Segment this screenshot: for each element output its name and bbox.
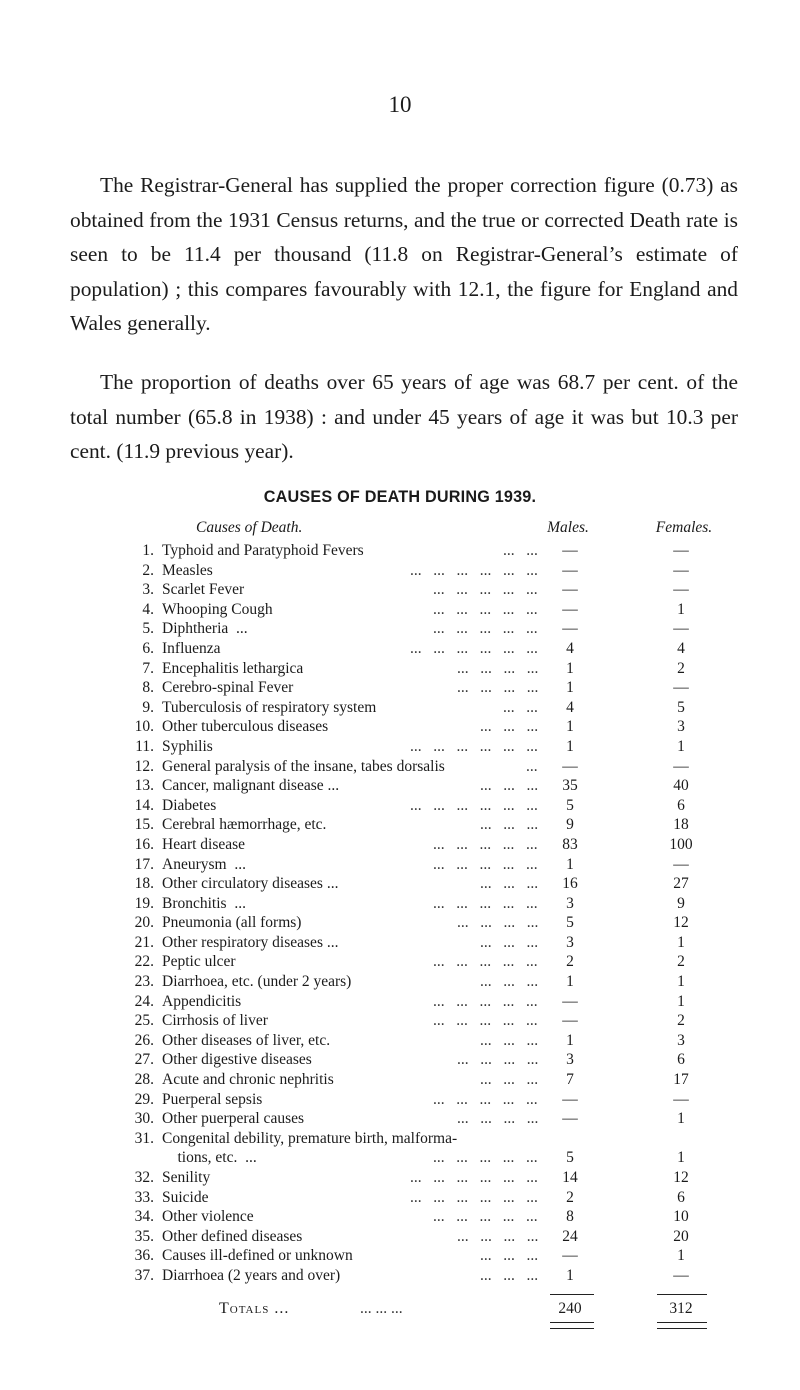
row-females: 4 xyxy=(677,639,685,657)
row-number: 28. xyxy=(134,1071,154,1089)
row-females: 12 xyxy=(673,1169,689,1186)
table-row xyxy=(0,1246,800,1266)
row-number: 14. xyxy=(134,796,154,814)
row-leader-dots: ... ... ... ... ... ... xyxy=(410,561,538,579)
table-row xyxy=(0,1266,800,1286)
row-leader-dots: ... xyxy=(526,757,538,775)
row-number: 17. xyxy=(134,855,154,873)
table-title: CAUSES OF DEATH DURING 1939. xyxy=(263,488,537,506)
row-cause: Other tuberculous diseases xyxy=(162,718,329,736)
row-leader-dots: ... ... ... ... ... xyxy=(433,835,538,853)
row-cause: Cirrhosis of liver xyxy=(162,1012,268,1030)
row-females: — xyxy=(673,855,689,873)
row-number: 10. xyxy=(134,718,154,736)
double-rule-females xyxy=(657,1322,707,1329)
row-cause: Heart disease xyxy=(162,835,246,853)
table-row xyxy=(0,757,800,777)
table-header xyxy=(0,519,800,541)
row-leader-dots: ... ... ... ... ... xyxy=(433,1090,538,1108)
row-cause: Measles xyxy=(162,561,213,579)
row-number: 24. xyxy=(134,992,154,1010)
totals-label: Totals ... xyxy=(219,1299,290,1317)
row-leader-dots: ... ... xyxy=(503,698,538,716)
row-leader-dots: ... ... ... ... ... xyxy=(433,992,538,1010)
row-cause: Typhoid and Paratyphoid Fevers xyxy=(162,542,364,559)
row-males: 1 xyxy=(566,659,574,677)
row-cause: Cerebral hæmorrhage, etc. xyxy=(162,816,327,834)
row-cause: Diarrhoea (2 years and over) xyxy=(162,1266,341,1284)
row-males: 5 xyxy=(566,1149,574,1167)
row-cause: tions, etc. ... xyxy=(162,1149,257,1167)
table-row xyxy=(0,561,800,581)
table-row xyxy=(0,1188,800,1208)
table-row xyxy=(0,855,800,875)
table-row xyxy=(0,972,800,992)
row-leader-dots: ... ... ... xyxy=(480,933,539,951)
row-males: 1 xyxy=(566,718,574,736)
row-females: 10 xyxy=(673,1208,689,1226)
table-row xyxy=(0,737,800,757)
row-females: 100 xyxy=(669,835,693,853)
row-males: 5 xyxy=(566,914,574,932)
row-cause: Senility xyxy=(162,1169,211,1186)
row-males: 16 xyxy=(562,875,578,893)
row-cause: Other puerperal causes xyxy=(162,1110,305,1128)
row-males: 24 xyxy=(562,1227,578,1245)
row-males: 7 xyxy=(566,1071,574,1089)
row-leader-dots: ... ... ... ... ... xyxy=(433,620,538,638)
row-males: 4 xyxy=(566,639,574,657)
row-number: 29. xyxy=(134,1090,154,1108)
row-females: 6 xyxy=(677,1051,685,1069)
row-leader-dots: ... ... ... ... ... xyxy=(433,894,538,912)
row-females: 1 xyxy=(677,992,685,1010)
row-leader-dots: ... ... ... ... ... ... xyxy=(410,737,538,755)
row-males: — xyxy=(562,581,578,599)
row-cause: Causes ill-defined or unknown xyxy=(162,1247,353,1265)
row-females: — xyxy=(673,581,689,599)
row-cause: Other diseases of liver, etc. xyxy=(162,1031,331,1049)
totals-rule-males xyxy=(550,1294,594,1295)
row-number: 23. xyxy=(134,973,154,991)
header-males: Males. xyxy=(547,519,589,536)
row-males: — xyxy=(562,992,578,1010)
row-cause: Syphilis xyxy=(162,737,213,755)
row-leader-dots: ... ... ... xyxy=(480,875,539,893)
paragraph-correction-figure: The Registrar-General has supplied the proper correction figure (0.73) as obtained from the 1931 Census returns, and the true or corrected Death rate is seen to be 11.4 per thousand (11.8 on Registrar-General’s estimate of population) ; this compares favourably with 12.1, the figure for England and Wales generally. xyxy=(70,173,738,335)
table-row xyxy=(0,1070,800,1090)
row-males: 2 xyxy=(566,953,574,971)
row-leader-dots: ... ... ... xyxy=(480,816,539,834)
row-cause: Other circulatory diseases ... xyxy=(162,875,339,893)
row-cause: Peptic ulcer xyxy=(162,953,236,971)
row-leader-dots: ... ... ... ... ... ... xyxy=(410,639,538,657)
row-leader-dots: ... ... ... xyxy=(480,1247,539,1265)
row-females: 27 xyxy=(673,875,689,893)
row-leader-dots: ... ... ... ... ... xyxy=(433,600,538,618)
row-number: 20. xyxy=(134,914,154,932)
row-females: 18 xyxy=(673,816,689,834)
header-females: Females. xyxy=(655,519,713,536)
row-leader-dots: ... ... ... ... ... xyxy=(433,953,538,971)
row-cause: Other digestive diseases xyxy=(162,1051,312,1069)
row-females: 20 xyxy=(673,1227,689,1245)
row-number: 27. xyxy=(134,1051,154,1069)
row-leader-dots: ... ... ... ... ... ... xyxy=(410,1169,538,1186)
paragraph-age-proportion: The proportion of deaths over 65 years of age was 68.7 per cent. of the total number (65.8 in 1938) : and under 45 years of age it was but 10.3 per cent. (11.9 previous year). xyxy=(70,370,738,463)
row-females: 1 xyxy=(677,973,685,991)
row-leader-dots: ... ... ... xyxy=(480,973,539,991)
row-number: 37. xyxy=(134,1266,154,1284)
row-leader-dots: ... ... ... ... xyxy=(457,1227,539,1245)
row-females: — xyxy=(673,757,689,775)
row-males: 1 xyxy=(566,1266,574,1284)
row-males: — xyxy=(562,600,578,618)
row-cause: General paralysis of the insane, tabes dorsalis xyxy=(162,757,445,775)
header-causes: Causes of Death. xyxy=(196,519,303,536)
table-row xyxy=(0,1011,800,1031)
row-number: 5. xyxy=(142,620,154,638)
row-males: 9 xyxy=(566,816,574,834)
table-row xyxy=(0,639,800,659)
row-cause: Diphtheria ... xyxy=(162,620,248,638)
row-number: 3. xyxy=(142,581,154,599)
row-leader-dots: ... ... ... ... xyxy=(457,1051,539,1069)
row-males: 8 xyxy=(566,1208,574,1226)
row-cause: Other violence xyxy=(162,1208,254,1226)
row-females: 1 xyxy=(677,1149,685,1167)
row-number: 25. xyxy=(134,1012,154,1030)
row-males: — xyxy=(562,1090,578,1108)
row-number: 16. xyxy=(134,835,154,853)
row-males: 3 xyxy=(566,933,574,951)
row-number: 22. xyxy=(134,953,154,971)
row-males: 1 xyxy=(566,737,574,755)
table-row xyxy=(0,1207,800,1227)
row-females: 1 xyxy=(677,1247,685,1265)
row-females: 2 xyxy=(677,1012,685,1030)
row-leader-dots: ... ... ... ... ... xyxy=(433,855,538,873)
row-females: 1 xyxy=(677,737,685,755)
table-row xyxy=(0,541,800,561)
row-males: 3 xyxy=(566,894,574,912)
row-number: 31. xyxy=(134,1129,154,1147)
row-females: 2 xyxy=(677,659,685,677)
row-males: — xyxy=(562,1247,578,1265)
table-row xyxy=(0,698,800,718)
table-row xyxy=(0,913,800,933)
table-body xyxy=(0,541,800,1286)
table-row xyxy=(0,600,800,620)
table-row xyxy=(0,835,800,855)
row-males: 1 xyxy=(566,855,574,873)
row-females: 9 xyxy=(677,894,685,912)
table-row xyxy=(0,717,800,737)
row-females: — xyxy=(673,1266,689,1284)
table-row xyxy=(0,1227,800,1247)
row-females: 17 xyxy=(673,1071,689,1089)
row-number: 26. xyxy=(134,1031,154,1049)
row-number: 18. xyxy=(134,875,154,893)
row-cause: Puerperal sepsis xyxy=(162,1090,263,1108)
row-cause: Congenital debility, premature birth, malforma- xyxy=(162,1129,458,1147)
totals-males: 240 xyxy=(558,1299,582,1317)
table-row xyxy=(0,1109,800,1129)
row-males: 1 xyxy=(566,973,574,991)
row-males: 5 xyxy=(566,796,574,814)
row-cause: Scarlet Fever xyxy=(162,581,245,599)
row-females: — xyxy=(673,679,689,697)
row-leader-dots: ... ... ... ... ... xyxy=(433,581,538,599)
row-number: 1. xyxy=(142,542,154,559)
row-number: 34. xyxy=(134,1208,154,1226)
page-number: 10 xyxy=(388,92,412,117)
row-number: 8. xyxy=(142,679,154,697)
row-cause: Influenza xyxy=(162,639,221,657)
row-females: 2 xyxy=(677,953,685,971)
row-leader-dots: ... ... ... ... ... xyxy=(433,1149,538,1167)
row-females: 1 xyxy=(677,600,685,618)
row-leader-dots: ... ... ... xyxy=(480,1071,539,1089)
table-row xyxy=(0,776,800,796)
row-males: — xyxy=(562,542,578,559)
row-males: — xyxy=(562,620,578,638)
row-number: 11. xyxy=(135,737,154,755)
row-females: — xyxy=(673,561,689,579)
row-leader-dots: ... ... ... xyxy=(480,777,539,795)
row-cause: Pneumonia (all forms) xyxy=(162,914,302,932)
table-row xyxy=(0,952,800,972)
row-cause: Appendicitis xyxy=(162,992,242,1010)
row-cause: Whooping Cough xyxy=(162,600,273,618)
row-number: 36. xyxy=(134,1247,154,1265)
table-row xyxy=(0,678,800,698)
row-number: 9. xyxy=(142,698,154,716)
totals-row xyxy=(0,1300,800,1330)
row-leader-dots: ... ... ... ... ... xyxy=(433,1208,538,1226)
row-cause: Cerebro-spinal Fever xyxy=(162,679,294,697)
totals-dots: ... ... ... xyxy=(360,1299,403,1317)
row-number: 6. xyxy=(142,639,154,657)
table-row xyxy=(0,815,800,835)
row-number: 15. xyxy=(134,816,154,834)
row-leader-dots: ... ... ... ... xyxy=(457,1110,539,1128)
table-row xyxy=(0,933,800,953)
row-males: — xyxy=(562,757,578,775)
row-cause: Suicide xyxy=(162,1188,209,1206)
row-leader-dots: ... ... ... ... ... ... xyxy=(410,796,538,814)
row-number: 21. xyxy=(134,933,154,951)
row-males: 2 xyxy=(566,1188,574,1206)
row-cause: Diarrhoea, etc. (under 2 years) xyxy=(162,973,352,991)
row-leader-dots: ... ... ... ... ... xyxy=(433,1012,538,1030)
row-females: 12 xyxy=(673,914,689,932)
table-row xyxy=(0,1148,800,1168)
row-females: 5 xyxy=(677,698,685,716)
row-females: 6 xyxy=(677,796,685,814)
totals-rule-females xyxy=(657,1294,707,1295)
row-females: 1 xyxy=(677,1110,685,1128)
row-cause: Cancer, malignant disease ... xyxy=(162,777,340,795)
table-row xyxy=(0,796,800,816)
row-males: 14 xyxy=(562,1169,578,1186)
row-number: 33. xyxy=(134,1188,154,1206)
row-cause: Bronchitis ... xyxy=(162,894,246,912)
row-leader-dots: ... ... ... xyxy=(480,718,539,736)
row-number: 30. xyxy=(134,1110,154,1128)
row-cause: Other defined diseases xyxy=(162,1227,303,1245)
causes-of-death-table xyxy=(0,519,800,1330)
row-cause: Aneurysm ... xyxy=(162,855,246,873)
row-cause: Acute and chronic nephritis xyxy=(162,1071,334,1089)
row-cause: Diabetes xyxy=(162,796,217,814)
table-row xyxy=(0,1050,800,1070)
table-row xyxy=(0,659,800,679)
row-males: 1 xyxy=(566,679,574,697)
row-females: 1 xyxy=(677,933,685,951)
row-cause: Other respiratory diseases ... xyxy=(162,933,339,951)
row-number: 7. xyxy=(142,659,154,677)
row-males: 35 xyxy=(562,777,578,795)
row-males: 4 xyxy=(566,698,574,716)
row-males: — xyxy=(562,1110,578,1128)
row-females: — xyxy=(673,542,689,559)
table-row xyxy=(0,874,800,894)
table-row xyxy=(0,1129,800,1149)
row-leader-dots: ... ... ... ... xyxy=(457,679,539,697)
row-females: 6 xyxy=(677,1188,685,1206)
table-row xyxy=(0,619,800,639)
row-females: 3 xyxy=(677,718,685,736)
row-females: — xyxy=(673,1090,689,1108)
row-females: 40 xyxy=(673,777,689,795)
table-row xyxy=(0,992,800,1012)
row-number: 2. xyxy=(142,561,154,579)
row-leader-dots: ... ... ... xyxy=(480,1031,539,1049)
row-leader-dots: ... ... ... ... ... ... xyxy=(410,1188,538,1206)
row-cause: Encephalitis lethargica xyxy=(162,659,304,677)
double-rule-males xyxy=(550,1322,594,1329)
table-row xyxy=(0,1090,800,1110)
table-row xyxy=(0,580,800,600)
row-leader-dots: ... ... ... ... xyxy=(457,659,539,677)
row-males: 83 xyxy=(562,835,578,853)
table-row xyxy=(0,894,800,914)
row-number: 4. xyxy=(142,600,154,618)
row-females: — xyxy=(673,620,689,638)
row-number: 19. xyxy=(134,894,154,912)
row-males: — xyxy=(562,561,578,579)
row-number: 32. xyxy=(134,1169,154,1186)
row-males: — xyxy=(562,1012,578,1030)
row-males: 1 xyxy=(566,1031,574,1049)
row-males: 3 xyxy=(566,1051,574,1069)
row-number: 12. xyxy=(134,757,154,775)
table-row xyxy=(0,1168,800,1188)
row-leader-dots: ... ... xyxy=(503,542,538,559)
table-row xyxy=(0,1031,800,1051)
row-females: 3 xyxy=(677,1031,685,1049)
row-number: 35. xyxy=(134,1227,154,1245)
totals-females: 312 xyxy=(669,1299,693,1317)
row-number: 13. xyxy=(134,777,154,795)
row-leader-dots: ... ... ... xyxy=(480,1266,539,1284)
row-cause: Tuberculosis of respiratory system xyxy=(162,698,377,716)
row-leader-dots: ... ... ... ... xyxy=(457,914,539,932)
